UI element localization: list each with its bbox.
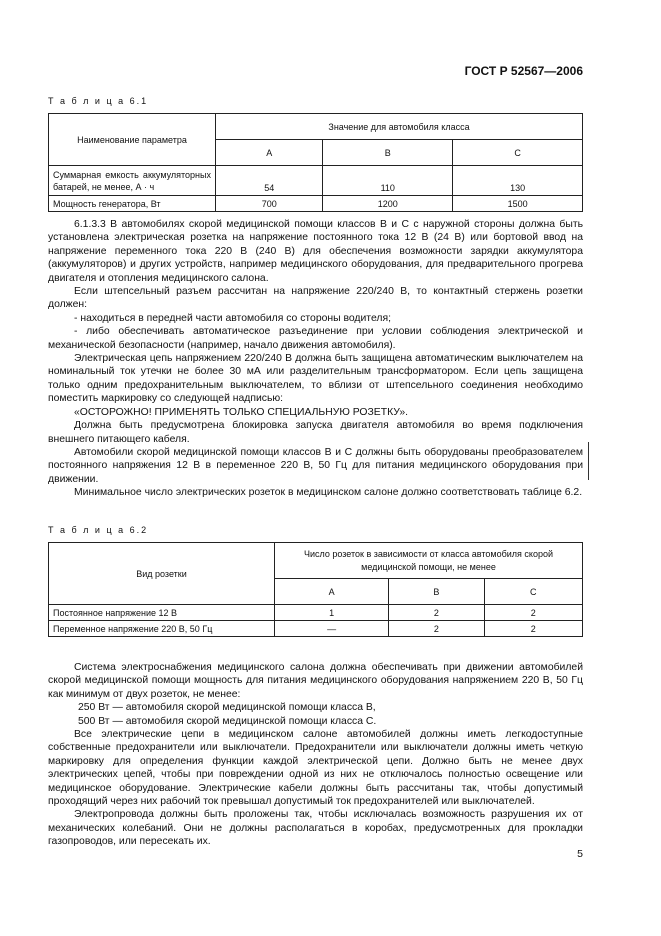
table2-row-name: Постоянное напряжение 12 В xyxy=(49,605,275,621)
table2-class-a: А xyxy=(275,579,389,605)
table2-row-name: Переменное напряжение 220 В, 50 Гц xyxy=(49,621,275,637)
table1-cell: 700 xyxy=(216,196,323,212)
table1-cell: 130 xyxy=(453,166,583,196)
table2-caption: Т а б л и ц а 6.2 xyxy=(48,525,149,535)
page-number: 5 xyxy=(577,848,583,860)
table1-cell: 54 xyxy=(216,166,323,196)
body-section-2 xyxy=(48,661,583,849)
table2-cell: 2 xyxy=(484,605,582,621)
paragraph: Автомобили скорой медицинской помощи классов В и С должны быть оборудованы преобразователем постоянного напряжения 12 В в переменное 220 В, 50 Гц для питания медицинского оборудования при движении. xyxy=(48,446,583,485)
table1-class-b: В xyxy=(323,140,453,166)
table2-cell: — xyxy=(275,621,389,637)
table1-class-c: С xyxy=(453,140,583,166)
table1-caption: Т а б л и ц а 6.1 xyxy=(48,96,149,106)
table2-class-b: В xyxy=(389,579,484,605)
paragraph: Электрическая цепь напряжением 220/240 В должна быть защищена автоматическим выключателем на номинальный ток утечки не более 30 мА или разделительным трансформатором. Если цепь защищена только одним предохранительным выключателем, то вблизи от штепсельного соединения необходимо поместить маркировку со следующей надписью: xyxy=(48,353,583,405)
table2-count-header: Число розеток в зависимости от класса автомобиля скорой медицинской помощи, не менее xyxy=(275,543,583,579)
paragraph: Должна быть предусмотрена блокировка запуска двигателя автомобиля во время подключения внешнего питающего кабеля. xyxy=(48,420,583,445)
table1-row-name: Суммарная емкость аккумуляторных батарей, не менее, А · ч xyxy=(49,166,216,196)
table1-class-a: А xyxy=(216,140,323,166)
table1-row-name: Мощность генератора, Вт xyxy=(49,196,216,212)
list-item: 250 Вт — автомобиля скорой медицинской помощи класса В, xyxy=(78,702,376,714)
paragraph: Все электрические цепи в медицинском салоне автомобилей должны иметь легкодоступные собственные предохранители или выключатели. Предохранители или выключатели должны иметь четкую маркировку для определения функции каждой электрической цепи. Должно быть не менее двух электрических цепей, чтобы при повреждении одной из них не отключалось полностью освещение или медицинское оборудование. Электрические кабели должны быть рассчитаны так, чтобы допустимый проходящий через них рабочий ток превышал допустимый ток предохранителей или выключателей. xyxy=(48,729,583,808)
margin-change-bar xyxy=(588,442,589,480)
table-6-2 xyxy=(48,542,583,637)
table1-cell: 110 xyxy=(323,166,453,196)
table2-cell: 2 xyxy=(389,621,484,637)
paragraph: Система электроснабжения медицинского салона должна обеспечивать при движении автомобилей скорой медицинской помощи мощность для питания медицинского оборудования напряжением 220 В, 50 Гц как минимум от двух розеток, не менее: xyxy=(48,662,583,700)
table2-type-header: Вид розетки xyxy=(49,543,275,605)
table2-class-c: С xyxy=(484,579,582,605)
table1-cell: 1200 xyxy=(323,196,453,212)
paragraph: 6.1.3.3 В автомобилях скорой медицинской помощи классов В и С с наружной стороны должна быть установлена электрическая розетка на напряжение постоянного тока 12 В (24 В) или бортовой ввод на напряжение переменного тока 220 В (240 В) для обеспечения возможности зарядки аккумулятора (аккумуляторов) и других устройств, например медицинского оборудования, для предварительного прогрева двигателя и отопления медицинского салона. xyxy=(48,219,583,284)
table2-cell: 1 xyxy=(275,605,389,621)
warning-label-text: «ОСТОРОЖНО! ПРИМЕНЯТЬ ТОЛЬКО СПЕЦИАЛЬНУЮ РОЗЕТКУ». xyxy=(74,406,409,418)
table1-value-header: Значение для автомобиля класса xyxy=(216,114,583,140)
paragraph: Минимальное число электрических розеток в медицинском салоне должно соответствовать таблице 6.2. xyxy=(74,487,583,499)
table2-cell: 2 xyxy=(389,605,484,621)
list-item: - либо обеспечивать автоматическое разъединение при условии соблюдения электрической и механической безопасности (например, начало движения автомобиля). xyxy=(48,326,583,351)
list-item: - находиться в передней части автомобиля со стороны водителя; xyxy=(74,312,391,324)
document-header: ГОСТ Р 52567—2006 xyxy=(464,64,583,78)
table1-param-header: Наименование параметра xyxy=(49,114,216,166)
list-item: 500 Вт — автомобиля скорой медицинской помощи класса С. xyxy=(78,715,377,727)
body-section-1 xyxy=(48,218,583,500)
table2-cell: 2 xyxy=(484,621,582,637)
table1-cell: 1500 xyxy=(453,196,583,212)
paragraph: Электропровода должны быть проложены так, чтобы исключалась возможность разрушения их от механических колебаний. Они не должны располагаться в коробах, предусмотренных для прокладки газопроводов, или пересекать их. xyxy=(48,809,583,848)
paragraph: Если штепсельный разъем рассчитан на напряжение 220/240 В, то контактный стержень розетки должен: xyxy=(48,286,583,311)
table-6-1 xyxy=(48,113,583,212)
